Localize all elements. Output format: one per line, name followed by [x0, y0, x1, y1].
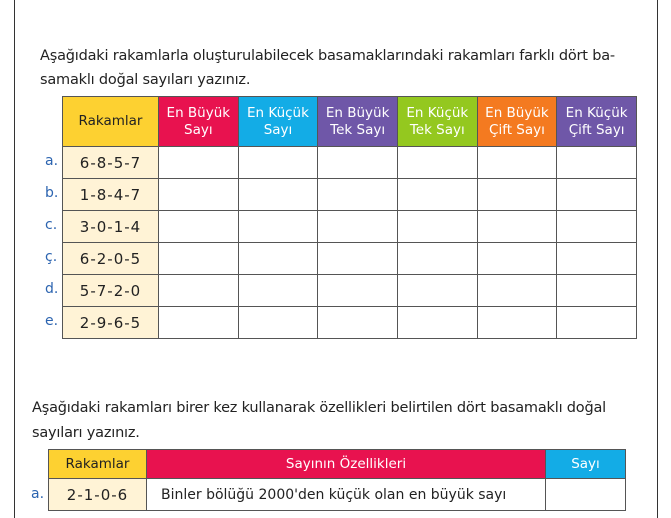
column-header: En Küçük Çift Sayı: [557, 97, 637, 147]
digits-cell: 1-8-4-7: [63, 179, 159, 211]
answer-cell[interactable]: [477, 147, 557, 179]
answer-cell[interactable]: [159, 275, 239, 307]
table-row: [63, 179, 637, 211]
answer-cell[interactable]: [397, 307, 477, 339]
answer-cell[interactable]: [557, 211, 637, 243]
row-label: a.: [31, 486, 45, 502]
answer-cell[interactable]: [477, 211, 557, 243]
answer-cell[interactable]: [397, 147, 477, 179]
answer-cell[interactable]: [397, 179, 477, 211]
row-label: a.: [45, 153, 59, 169]
answer-cell[interactable]: [477, 275, 557, 307]
answer-cell[interactable]: [557, 243, 637, 275]
table-row: [63, 211, 637, 243]
answer-cell[interactable]: [159, 179, 239, 211]
answer-cell[interactable]: [318, 307, 398, 339]
row-label: e.: [45, 313, 59, 329]
column-header: En Büyük Çift Sayı: [477, 97, 557, 147]
digits-cell: 5-7-2-0: [63, 275, 159, 307]
table-row: [63, 275, 637, 307]
table-row: [49, 479, 626, 511]
column-header: En Küçük Sayı: [238, 97, 318, 147]
answer-cell[interactable]: [159, 147, 239, 179]
digits-table-2: [48, 449, 626, 511]
answer-cell[interactable]: [546, 479, 626, 511]
instruction-1-line-2: samaklı doğal sayıları yazınız.: [40, 72, 251, 88]
table-row: [63, 307, 637, 339]
column-header: En Büyük Tek Sayı: [318, 97, 398, 147]
row-label: ç.: [45, 249, 58, 265]
table-row: [63, 147, 637, 179]
answer-cell[interactable]: [397, 211, 477, 243]
answer-cell[interactable]: [397, 243, 477, 275]
instruction-2-line-2: sayıları yazınız.: [32, 425, 140, 441]
digits-cell: 3-0-1-4: [63, 211, 159, 243]
answer-cell[interactable]: [238, 179, 318, 211]
column-header: En Küçük Tek Sayı: [397, 97, 477, 147]
answer-cell[interactable]: [318, 147, 398, 179]
answer-cell[interactable]: [159, 307, 239, 339]
answer-cell[interactable]: [318, 275, 398, 307]
instruction-2-line-1: Aşağıdaki rakamları birer kez kullanarak özellikleri belirtilen dört basamaklı doğal: [32, 400, 606, 416]
answer-cell[interactable]: [238, 275, 318, 307]
answer-cell[interactable]: [238, 211, 318, 243]
digits-cell: 2-1-0-6: [49, 479, 147, 511]
answer-cell[interactable]: [238, 147, 318, 179]
digits-cell: 6-2-0-5: [63, 243, 159, 275]
digits-table-1: [62, 96, 637, 339]
instruction-1-line-1: Aşağıdaki rakamlarla oluşturulabilecek basamaklarındaki rakamları farklı dört ba-: [40, 48, 615, 64]
digits-cell: 2-9-6-5: [63, 307, 159, 339]
column-header: Rakamlar: [49, 450, 147, 479]
answer-cell[interactable]: [318, 211, 398, 243]
column-header: Sayının Özellikleri: [147, 450, 546, 479]
answer-cell[interactable]: [397, 275, 477, 307]
answer-cell[interactable]: [318, 179, 398, 211]
answer-cell[interactable]: [477, 179, 557, 211]
column-header: Sayı: [546, 450, 626, 479]
column-header: Rakamlar: [63, 97, 159, 147]
property-cell: Binler bölüğü 2000'den küçük olan en büyük sayı: [147, 479, 546, 511]
row-label: c.: [45, 217, 58, 233]
answer-cell[interactable]: [238, 243, 318, 275]
row-label: d.: [45, 281, 59, 297]
answer-cell[interactable]: [557, 275, 637, 307]
row-label: b.: [45, 185, 59, 201]
answer-cell[interactable]: [318, 243, 398, 275]
digits-cell: 6-8-5-7: [63, 147, 159, 179]
table-row: [63, 243, 637, 275]
answer-cell[interactable]: [557, 147, 637, 179]
answer-cell[interactable]: [477, 243, 557, 275]
answer-cell[interactable]: [159, 243, 239, 275]
answer-cell[interactable]: [238, 307, 318, 339]
answer-cell[interactable]: [159, 211, 239, 243]
answer-cell[interactable]: [477, 307, 557, 339]
column-header: En Büyük Sayı: [159, 97, 239, 147]
answer-cell[interactable]: [557, 179, 637, 211]
answer-cell[interactable]: [557, 307, 637, 339]
